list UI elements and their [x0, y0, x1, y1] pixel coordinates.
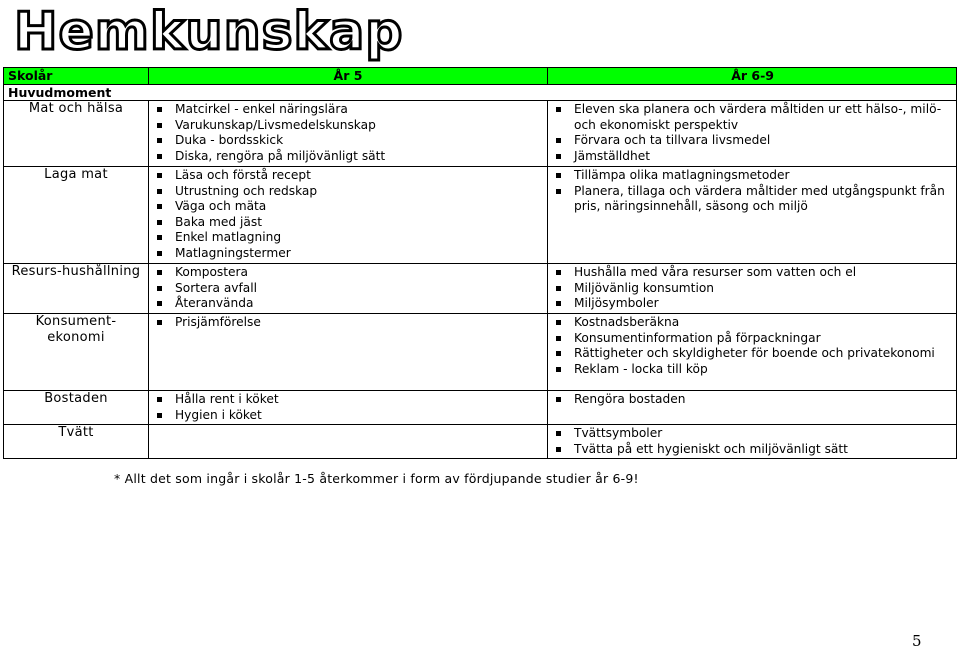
- table-row: [4, 391, 957, 425]
- page-number: 5: [912, 632, 922, 650]
- list-item: Återanvända: [153, 296, 543, 312]
- list-item: Miljövänlig konsumtion: [552, 281, 952, 297]
- list-item: Tillämpa olika matlagningsmetoder: [552, 168, 952, 184]
- category-cell: Tvätt: [4, 425, 149, 459]
- page-title: Hemkunskap: [14, 2, 404, 62]
- list-item: Reklam - locka till köp: [552, 362, 952, 378]
- list-item: Varukunskap/Livsmedelskunskap: [153, 118, 543, 134]
- category-cell: Mat och hälsa: [4, 101, 149, 167]
- list-item: Utrustning och redskap: [153, 184, 543, 200]
- list-item: Miljösymboler: [552, 296, 952, 312]
- table-row: [4, 264, 957, 314]
- list-item: Förvara och ta tillvara livsmedel: [552, 133, 952, 149]
- list-item: Hygien i köket: [153, 408, 543, 424]
- footnote: * Allt det som ingår i skolår 1-5 återkommer i form av fördjupande studier år 6-9!: [114, 471, 639, 486]
- list-item: Läsa och förstå recept: [153, 168, 543, 184]
- category-cell: [4, 264, 149, 314]
- ar69-cell: [548, 314, 957, 391]
- list-item: Sortera avfall: [153, 281, 543, 297]
- table-row: [4, 314, 957, 391]
- list-item: Baka med jäst: [153, 215, 543, 231]
- list-item: Konsumentinformation på förpackningar: [552, 331, 952, 347]
- header-ar5: År 5: [149, 68, 548, 85]
- ar5-cell: [149, 167, 548, 264]
- list-item: Hålla rent i köket: [153, 392, 543, 408]
- ar5-cell: [149, 264, 548, 314]
- list-item: Matlagningstermer: [153, 246, 543, 262]
- ar5-cell: [149, 425, 548, 459]
- list-item: Tvättsymboler: [552, 426, 952, 442]
- table-row: [4, 101, 957, 167]
- ar5-cell: [149, 101, 548, 167]
- list-item: Diska, rengöra på miljövänligt sätt: [153, 149, 543, 165]
- list-item: Kompostera: [153, 265, 543, 281]
- list-item: Väga och mäta: [153, 199, 543, 215]
- ar69-cell: [548, 264, 957, 314]
- table-row: [4, 425, 957, 459]
- header-ar69: År 6-9: [548, 68, 957, 85]
- category-cell: Laga mat: [4, 167, 149, 264]
- list-item: Duka - bordsskick: [153, 133, 543, 149]
- list-item: Rengöra bostaden: [552, 392, 952, 408]
- list-item: Eleven ska planera och värdera måltiden ur ett hälso-, milö- och ekonomiskt perspektiv: [552, 102, 952, 133]
- ar69-cell: [548, 101, 957, 167]
- list-item: Jämställdhet: [552, 149, 952, 165]
- header-skolar: Skolår: [4, 68, 149, 85]
- ar69-cell: [548, 391, 957, 425]
- curriculum-table: [3, 67, 957, 459]
- list-item: Hushålla med våra resurser som vatten och el: [552, 265, 952, 281]
- category-label: Resurs-hushållning: [11, 264, 141, 279]
- table-header-row: [4, 68, 957, 85]
- list-item: Planera, tillaga och värdera måltider med utgångspunkt från pris, näringsinnehåll, säsong och miljö: [552, 184, 952, 215]
- category-label: Konsument-ekonomi: [35, 314, 117, 345]
- list-item: Tvätta på ett hygieniskt och miljövänligt sätt: [552, 442, 952, 458]
- category-cell: [4, 314, 149, 391]
- list-item: Matcirkel - enkel näringslära: [153, 102, 543, 118]
- ar5-cell: [149, 391, 548, 425]
- category-cell: Bostaden: [4, 391, 149, 425]
- list-item: Prisjämförelse: [153, 315, 543, 331]
- ar69-cell: [548, 425, 957, 459]
- ar69-cell: [548, 167, 957, 264]
- huvudmoment-label: Huvudmoment: [4, 84, 957, 101]
- list-item: Kostnadsberäkna: [552, 315, 952, 331]
- huvudmoment-row: [4, 84, 957, 101]
- table-row: [4, 167, 957, 264]
- list-item: Rättigheter och skyldigheter för boende och privatekonomi: [552, 346, 952, 362]
- ar5-cell: [149, 314, 548, 391]
- list-item: Enkel matlagning: [153, 230, 543, 246]
